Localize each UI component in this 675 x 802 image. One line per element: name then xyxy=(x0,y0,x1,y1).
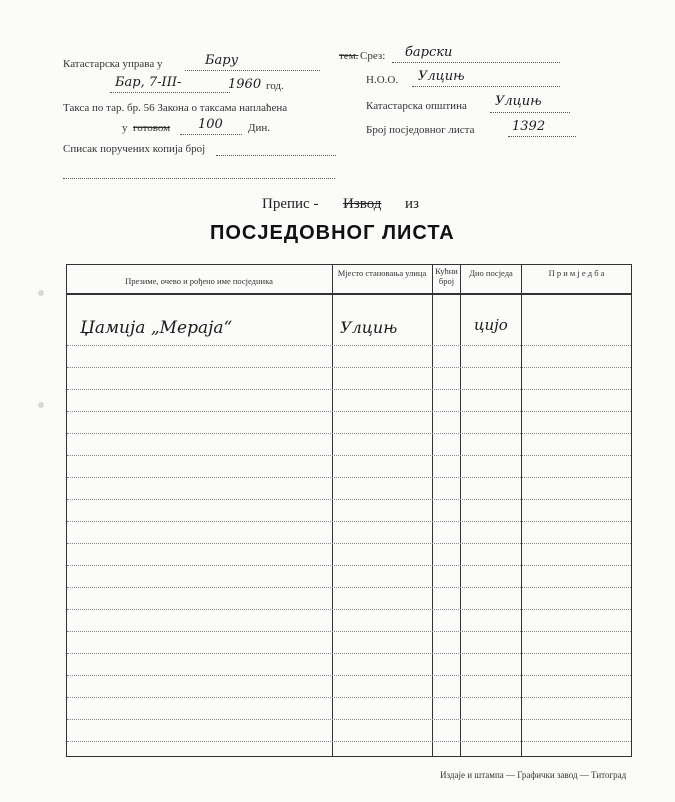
table-rule xyxy=(67,543,631,544)
cadastral-office-line xyxy=(185,70,320,71)
table-rule xyxy=(67,587,631,588)
copies-line-1 xyxy=(216,155,336,156)
noo-value: Улцињ xyxy=(418,69,465,84)
year-value: 1960 xyxy=(228,77,262,92)
table-rule xyxy=(67,741,631,742)
municipality-line xyxy=(490,112,570,113)
punch-hole-icon xyxy=(38,290,44,296)
table-top-border xyxy=(66,264,632,265)
table-rule xyxy=(67,565,631,566)
county-value: барски xyxy=(405,45,453,60)
title-suffix: из xyxy=(405,196,419,212)
printer-imprint: Издаје и штампа — Графички завод — Титоград xyxy=(440,770,627,780)
cadastral-office-label: Катастарска управа у xyxy=(63,58,163,70)
county-line xyxy=(392,62,560,63)
table-rule xyxy=(67,345,631,346)
place-cell: Улцињ xyxy=(340,318,398,337)
table-rule xyxy=(67,521,631,522)
table-rule xyxy=(67,389,631,390)
municipality-label: Катастарска општина xyxy=(366,100,467,112)
table-rule xyxy=(67,499,631,500)
title-struck-word: Извод xyxy=(343,196,382,212)
column-header-place: Мјесто становања улица xyxy=(337,268,427,278)
municipality-value: Улцињ xyxy=(495,94,542,109)
table-rule xyxy=(67,631,631,632)
fee-prefix: у xyxy=(122,122,128,134)
noo-line xyxy=(412,86,560,87)
table-rule xyxy=(67,367,631,368)
table-rule xyxy=(67,609,631,610)
table-left-border xyxy=(66,264,67,756)
sheet-line xyxy=(508,136,576,137)
table-rule xyxy=(67,675,631,676)
table-header-border xyxy=(66,293,632,295)
fee-struck-word: готовом xyxy=(133,122,171,134)
fee-line: Такса по тар. бр. 56 Закона о таксама наплаћена xyxy=(63,102,288,114)
col-separator xyxy=(432,264,433,756)
copies-label: Списак поручених копија број xyxy=(63,143,206,155)
title-prefix: Препис - xyxy=(262,196,319,212)
table-rule xyxy=(67,653,631,654)
punch-hole-icon xyxy=(38,402,44,408)
sheet-value: 1392 xyxy=(512,119,546,134)
county-label: Срез: xyxy=(360,50,386,62)
table-rule xyxy=(67,719,631,720)
noo-label: Н.О.О. xyxy=(366,74,399,86)
cadastral-office-value: Бару xyxy=(205,53,239,68)
county-struck-word: тем. xyxy=(339,50,359,62)
share-cell: цијо xyxy=(474,316,508,334)
owner-cell: Џамија „Мераја“ xyxy=(80,318,233,338)
table-rule xyxy=(67,455,631,456)
table-rule xyxy=(67,433,631,434)
date-value: Бар, 7-III- xyxy=(115,75,182,90)
col-separator xyxy=(521,264,522,756)
column-header-owner: Презиме, очево и рођено име посједника xyxy=(125,276,273,286)
fee-currency: Дин. xyxy=(248,122,271,134)
table-bottom-border xyxy=(66,756,632,757)
table-right-border xyxy=(631,264,632,756)
fee-line-underline xyxy=(180,134,242,135)
year-suffix: год. xyxy=(266,80,284,92)
sheet-label: Број посједовног листа xyxy=(366,124,475,136)
table-rule xyxy=(67,697,631,698)
date-line xyxy=(110,92,230,93)
column-header-share: Дио посједа xyxy=(469,268,513,278)
table-rule xyxy=(67,477,631,478)
col-separator xyxy=(332,264,333,756)
column-header-note: П р и м ј е д б а xyxy=(548,268,605,278)
page-title: ПОСЈЕДОВНОГ ЛИСТА xyxy=(210,222,455,244)
column-header-house-no: Кућни број xyxy=(435,266,458,286)
fee-amount: 100 xyxy=(198,117,223,132)
col-separator xyxy=(460,264,461,756)
table-rule xyxy=(67,411,631,412)
copies-line-2 xyxy=(63,178,335,179)
